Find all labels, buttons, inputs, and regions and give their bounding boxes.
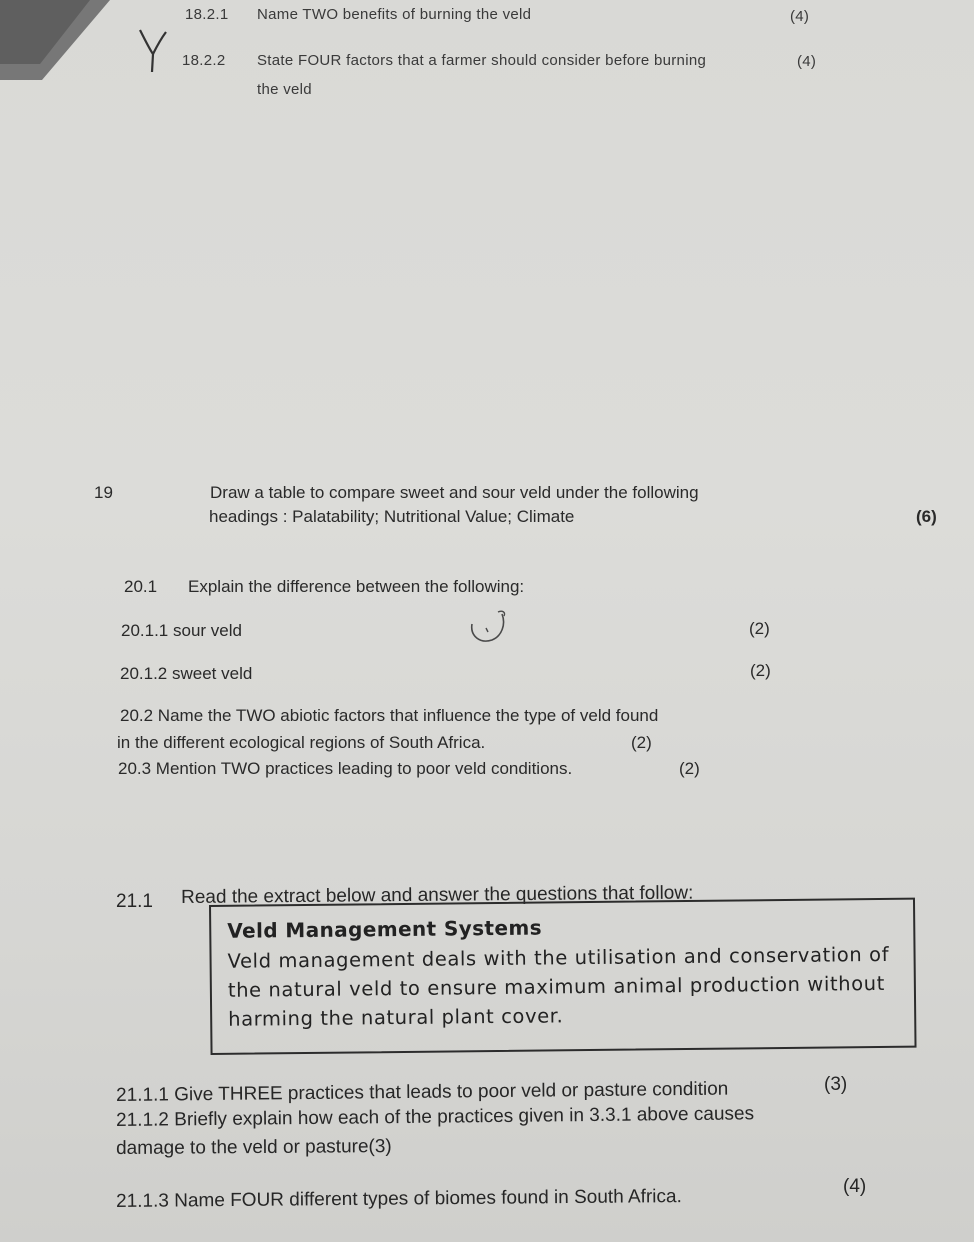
question-text: Name TWO benefits of burning the veld	[257, 6, 532, 23]
question-marks: (2)	[749, 619, 770, 638]
question-marks: (4)	[797, 53, 817, 70]
question-text-continued: the veld	[257, 81, 312, 98]
question-text: 21.1.2 Briefly explain how each of the practices given in 3.3.1 above causes	[116, 1103, 755, 1131]
question-text: 21.1.1 Give THREE practices that leads to poor veld or pasture condition	[116, 1078, 729, 1106]
question-text: Explain the difference between the following:	[188, 577, 525, 596]
question-number: 21.1	[116, 891, 153, 912]
question-text-continued: headings : Palatability; Nutritional Value; Climate	[209, 507, 575, 526]
question-text-continued: in the different ecological regions of South Africa.	[117, 733, 486, 752]
extract-title: Veld Management Systems	[227, 915, 543, 943]
page-corner-shadow	[0, 0, 110, 80]
question-number: 18.2.2	[182, 52, 226, 69]
question-text: 20.2 Name the TWO abiotic factors that influence the type of veld found	[120, 706, 659, 725]
question-marks: (6)	[916, 507, 937, 526]
question-text: 20.1.1 sour veld	[121, 621, 242, 640]
question-marks: (2)	[631, 733, 652, 752]
question-text: 21.1.3 Name FOUR different types of biomes found in South Africa.	[116, 1186, 682, 1212]
question-marks: (2)	[679, 759, 700, 778]
question-marks: (2)	[750, 661, 771, 680]
handwritten-x-mark	[138, 28, 168, 74]
question-text: 20.3 Mention TWO practices leading to poor veld conditions.	[118, 759, 573, 778]
question-number: 20.1	[124, 577, 158, 596]
question-text: Draw a table to compare sweet and sour veld under the following	[210, 483, 699, 502]
question-text: State FOUR factors that a farmer should consider before burning	[257, 52, 707, 69]
question-number: 18.2.1	[185, 6, 229, 23]
question-marks: (4)	[843, 1176, 867, 1197]
question-text: 20.1.2 sweet veld	[120, 664, 253, 683]
extract-box	[209, 898, 917, 1055]
question-number: 19	[94, 483, 113, 502]
extract-body: Veld management deals with the utilisation and conservation of the natural veld to ensure maximum animal production without harming the natural plant cover.	[227, 942, 890, 1031]
handwritten-tick-mark	[468, 606, 512, 646]
question-marks: (4)	[790, 8, 810, 25]
question-text-continued: damage to the veld or pasture(3)	[116, 1136, 392, 1159]
question-marks: (3)	[824, 1074, 848, 1095]
question-text: Read the extract below and answer the questions that follow:	[181, 882, 694, 908]
